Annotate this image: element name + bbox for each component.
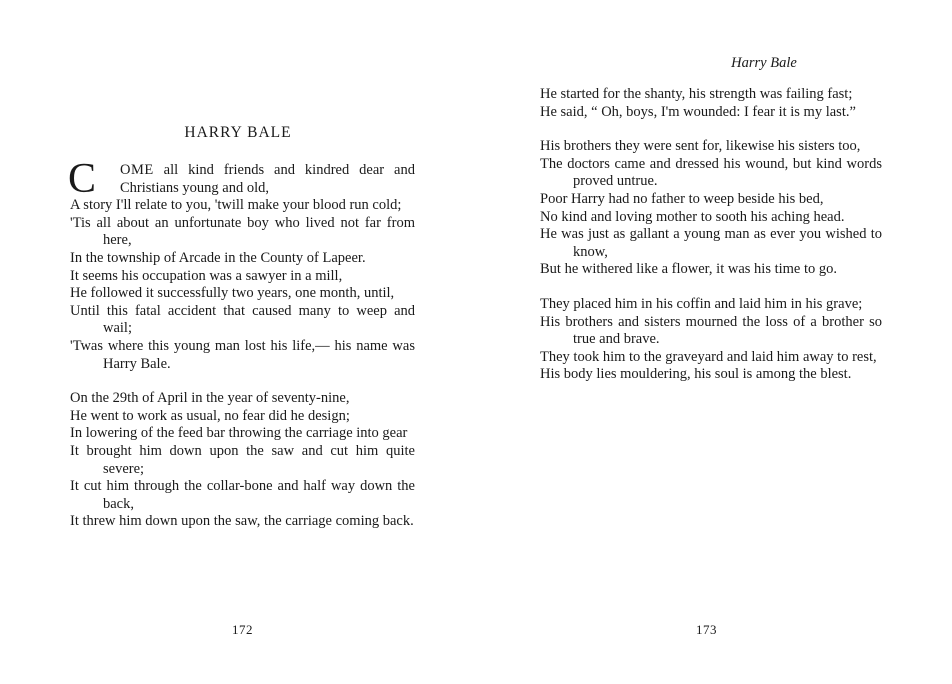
stanza: [70, 390, 415, 531]
verse-line: They took him to the graveyard and laid him away to rest,: [540, 348, 877, 365]
verse-line: His brothers they were sent for, likewise his sisters too,: [540, 138, 861, 155]
verse-line: It brought him down upon the saw and cut him quite severe;: [70, 442, 415, 477]
poem-text: [540, 86, 882, 401]
verse-line: [68, 156, 415, 202]
page-number: 172: [232, 622, 253, 637]
page-number: 173: [696, 622, 717, 637]
stanza: [68, 156, 415, 373]
verse-line: It cut him through the collar-bone and half way down the back,: [70, 478, 415, 512]
verse-line: His body lies mouldering, his soul is among the blest.: [540, 366, 852, 383]
verse-line: But he withered like a flower, it was his time to go.: [540, 261, 838, 278]
verse-line: It seems his occupation was a sawyer in a mill,: [70, 267, 343, 284]
page-title: HARRY BALE: [184, 124, 292, 141]
verse-line: He said, “ Oh, boys, I'm wounded: I fear it is my last.”: [540, 103, 856, 120]
drop-cap: C: [68, 156, 97, 202]
verse-line: He went to work as usual, no fear did he design;: [70, 407, 350, 424]
verse-line: He was just as gallant a young man as ever you wished to know,: [540, 226, 882, 260]
verse-text: all kind friends and kindred dear and Christians young and old,: [120, 162, 415, 196]
stanza: [540, 138, 882, 279]
verse-line: 'Twas where this young man lost his life,— his name was Harry Bale.: [70, 337, 415, 372]
verse-line: They placed him in his coffin and laid him in his grave;: [540, 295, 863, 312]
verse-line: 'Tis all about an unfortunate boy who lived not far from here,: [70, 214, 415, 249]
verse-line: It threw him down upon the saw, the carriage coming back.: [70, 513, 414, 530]
verse-line: Until this fatal accident that caused many to weep and wail;: [70, 302, 415, 337]
stanza: [540, 296, 882, 384]
stanza: [540, 86, 882, 121]
verse-line: A story I'll relate to you, 'twill make your blood run cold;: [70, 197, 402, 214]
poem-text: [68, 156, 415, 548]
verse-line: No kind and loving mother to sooth his aching head.: [540, 208, 845, 225]
verse-line: He followed it successfully two years, one month, until,: [70, 285, 395, 302]
verse-line: In lowering of the feed bar throwing the carriage into gear: [70, 425, 408, 442]
verse-line: Poor Harry had no father to weep beside his bed,: [540, 190, 824, 207]
verse-line: In the township of Arcade in the County of Lapeer.: [70, 249, 366, 266]
verse-line: He started for the shanty, his strength was failing fast;: [540, 86, 853, 102]
running-head: Harry Bale: [731, 55, 797, 71]
verse-line: His brothers and sisters mourned the loss of a brother so true and brave.: [540, 313, 882, 348]
small-caps-word: OME: [120, 162, 154, 178]
right-page: [476, 0, 952, 684]
verse-line: On the 29th of April in the year of seventy-nine,: [70, 390, 350, 407]
verse-line: The doctors came and dressed his wound, but kind words proved untrue.: [540, 155, 882, 190]
